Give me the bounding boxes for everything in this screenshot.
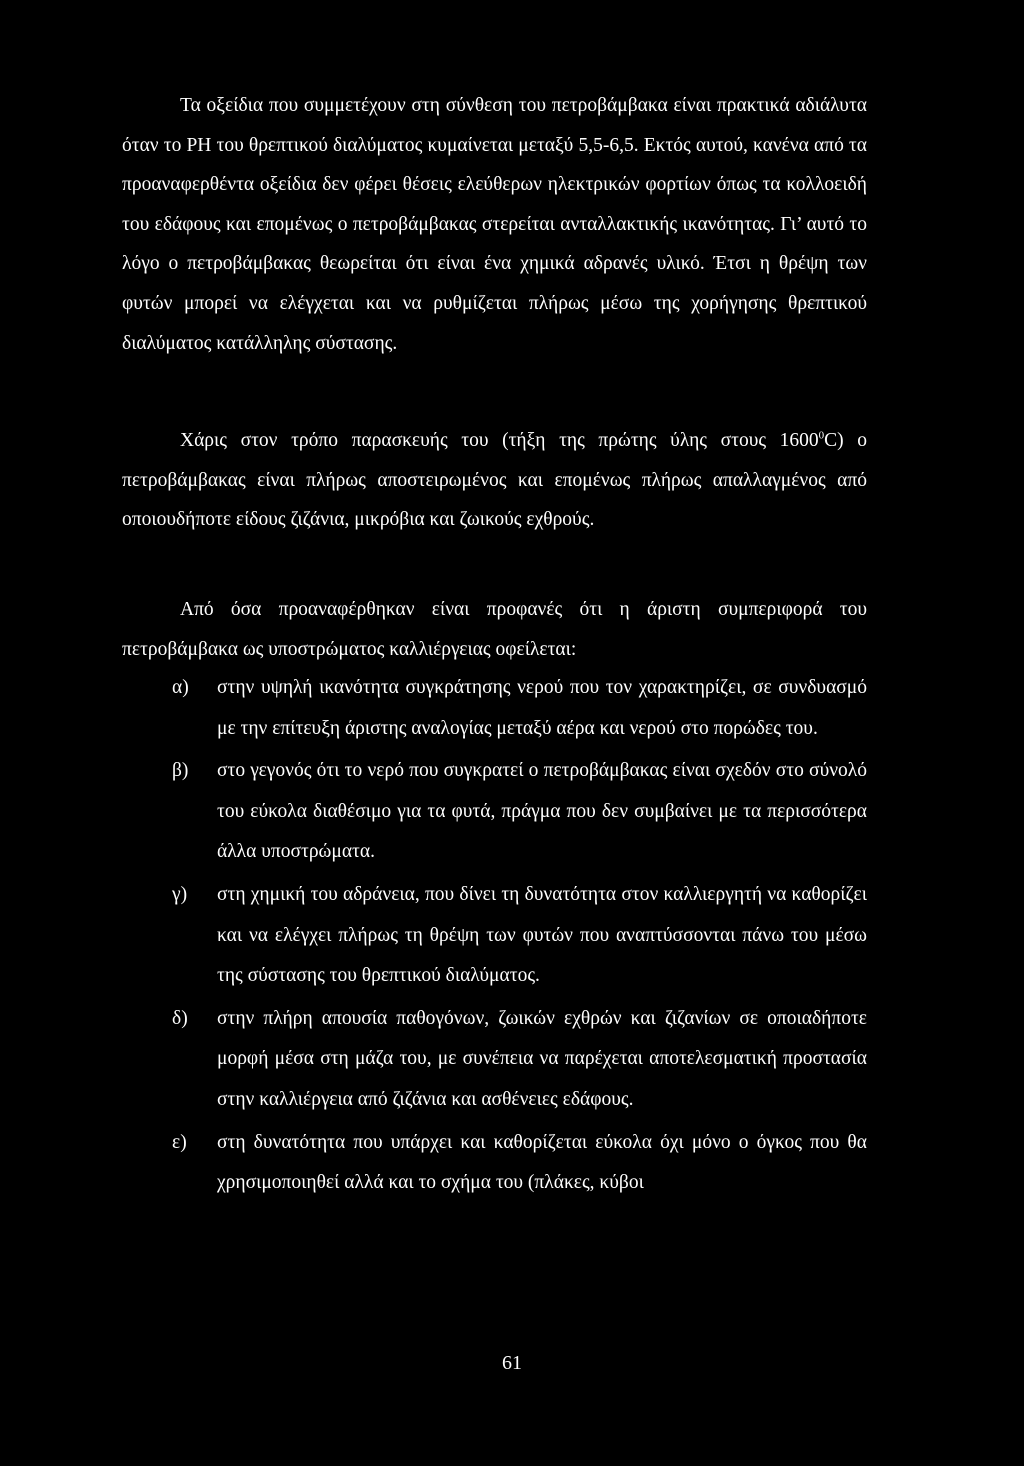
list-item-text: στο γεγονός ότι το νερό που συγκρατεί ο πετροβάμβακας είναι σχεδόν στο σύνολό του εύκολα διαθέσιμο για τα φυτά, πράγμα που δεν συμβαίνει με τα περισσότερα άλλα υποστρώματα. bbox=[217, 760, 867, 863]
list-item bbox=[172, 668, 867, 749]
degree-superscript: 0 bbox=[818, 429, 825, 442]
page-number: 61 bbox=[502, 1352, 522, 1374]
list-item bbox=[172, 999, 867, 1121]
reasons-list bbox=[172, 668, 867, 1206]
paragraph-2 bbox=[122, 421, 867, 540]
paragraph-2-end: C) ο πετροβάμβακας είναι πλήρως αποστειρωμένος και επομένως πλήρως απαλλαγμένος από οποιουδήποτε είδους ζιζάνια, μικρόβια και ζωικούς εχθρούς. bbox=[122, 430, 868, 531]
paragraph-2-start: Χάρις στον τρόπο παρασκευής του (τήξη της πρώτης ύλης στους 1600 bbox=[180, 430, 819, 451]
list-marker: δ) bbox=[172, 1007, 188, 1029]
list-item-text: στην πλήρη απουσία παθογόνων, ζωικών εχθρών και ζιζανίων σε οποιαδήποτε μορφή μέσα στη μάζα του, με συνέπεια να παρέχεται αποτελεσματική προστασία στην καλλιέργεια από ζιζάνια και ασθένειες εδάφους. bbox=[217, 1007, 867, 1110]
paragraph-1: Τα οξείδια που συμμετέχουν στη σύνθεση του πετροβάμβακα είναι πρακτικά αδιάλυτα όταν το PH του θρεπτικού διαλύματος κυμαίνεται μεταξύ 5,5-6,5. Εκτός αυτού, κανένα από τα προαναφερθέντα οξείδια δεν φέρει θέσεις ελεύθερων ηλεκτρικών φορτίων όπως τα κολλοειδή του εδάφους και επομένως ο πετροβάμβακας στερείται ανταλλακτικής ικανότητας. Γι’ αυτό το λόγο ο πετροβάμβακας θεωρείται ότι είναι ένα χημικά αδρανές υλικό. Έτσι η θρέψη των φυτών μπορεί να ελέγχεται και να ρυθμίζεται πλήρως μέσω της χορήγησης θρεπτικού διαλύματος κατάλληλης σύστασης. bbox=[122, 95, 867, 354]
list-item bbox=[172, 875, 867, 997]
list-marker: ε) bbox=[172, 1131, 187, 1153]
paragraph-3: Από όσα προαναφέρθηκαν είναι προφανές ότι η άριστη συμπεριφορά του πετροβάμβακα ως υποστρώματος καλλιέργειας οφείλεται: bbox=[122, 599, 867, 660]
list-marker: γ) bbox=[172, 883, 188, 905]
list-item-text: στην υψηλή ικανότητα συγκράτησης νερού που τον χαρακτηρίζει, σε συνδυασμό με την επίτευξη άριστης αναλογίας μεταξύ αέρα και νερού στο πορώδες του. bbox=[217, 677, 867, 739]
list-marker: α) bbox=[172, 677, 189, 698]
list-item-text: στη δυνατότητα που υπάρχει και καθορίζεται εύκολα όχι μόνο ο όγκος που θα χρησιμοποιηθεί αλλά και το σχήμα του (πλάκες, κύβοι bbox=[217, 1131, 867, 1194]
list-item bbox=[172, 1123, 867, 1204]
list-item-text: στη χημική του αδράνεια, που δίνει τη δυνατότητα στον καλλιεργητή να καθορίζει και να ελέγχει πλήρως τη θρέψη των φυτών που αναπτύσσονται πάνω του μέσω της σύστασης του θρεπτικού διαλύματος. bbox=[217, 883, 867, 987]
list-item bbox=[172, 751, 867, 873]
list-marker: β) bbox=[172, 760, 189, 782]
